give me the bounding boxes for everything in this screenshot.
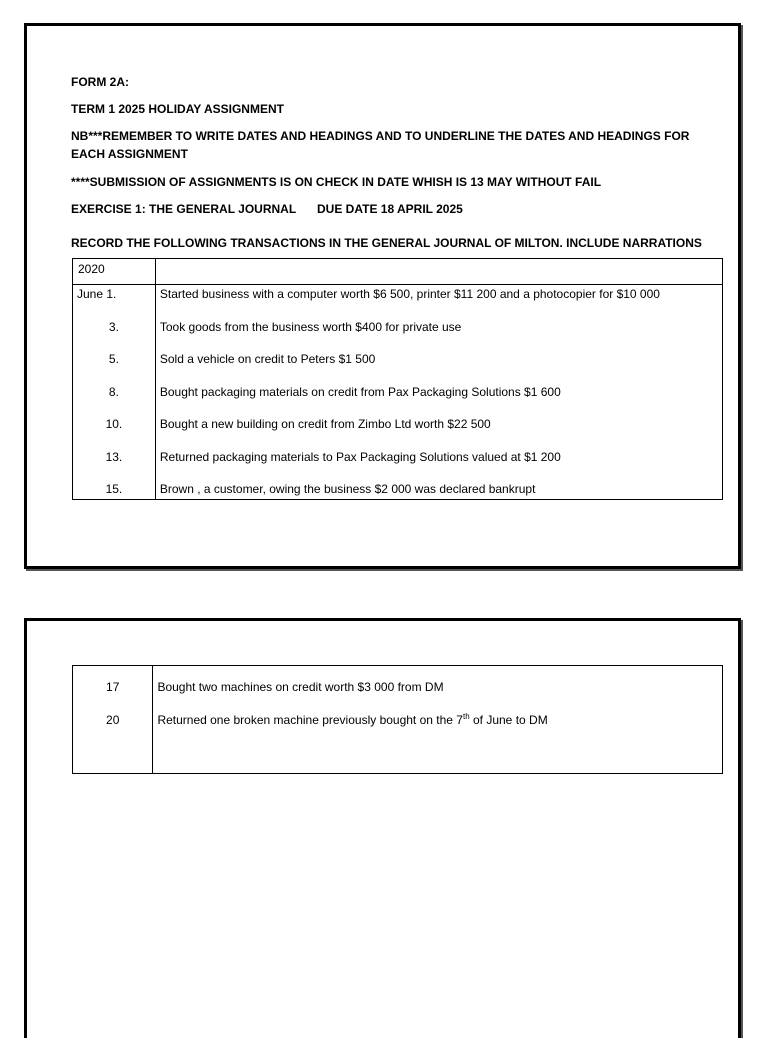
journal-table-continued — [72, 665, 723, 774]
assignment-title: TERM 1 2025 HOLIDAY ASSIGNMENT — [71, 102, 284, 116]
date-column — [73, 285, 156, 500]
ordinal-suffix: th — [462, 712, 470, 721]
transaction-description: Bought two machines on credit worth $3 000 from DM — [157, 680, 444, 694]
transaction-date: 5. — [108, 352, 119, 366]
transaction-description: Brown , a customer, owing the business $2 000 was declared bankrupt — [159, 482, 536, 496]
description-column — [155, 285, 722, 500]
transaction-description: Returned packaging materials to Pax Packaging Solutions valued at $1 200 — [159, 449, 561, 464]
transaction-description: Bought a new building on credit from Zimbo Ltd worth $22 500 — [159, 417, 491, 431]
due-date: DUE DATE 18 APRIL 2025 — [317, 202, 463, 216]
transaction-description — [153, 712, 722, 745]
table-body-row — [73, 285, 723, 500]
transaction-date: 8. — [108, 384, 119, 399]
transaction-description: Took goods from the business worth $400 for private use — [159, 319, 462, 334]
table-body-row — [73, 666, 723, 774]
form-label: FORM 2A: — [71, 75, 129, 89]
nb-instruction: NB***REMEMBER TO WRITE DATES AND HEADINGS AND TO UNDERLINE THE DATES AND HEADINGS FOR EACH ASSIGNMENT — [71, 129, 690, 161]
description-text: of June to DM — [469, 713, 548, 727]
task-instruction: RECORD THE FOLLOWING TRANSACTIONS IN THE GENERAL JOURNAL OF MILTON. INCLUDE NARRATIONS — [71, 236, 702, 250]
transaction-description: Started business with a computer worth $6 500, printer $11 200 and a photocopier for $10 000 — [159, 287, 660, 301]
description-text: Returned one broken machine previously bought on the 7 — [157, 713, 463, 727]
transaction-description: Sold a vehicle on credit to Peters $1 500 — [159, 352, 376, 366]
header-blank-cell — [155, 259, 722, 285]
year-cell: 2020 — [73, 259, 156, 285]
table-header-row — [73, 259, 723, 285]
submission-notice: ****SUBMISSION OF ASSIGNMENTS IS ON CHECK IN DATE WHISH IS 13 MAY WITHOUT FAIL — [71, 175, 602, 189]
document-page-2 — [24, 618, 741, 1038]
document-page-1 — [24, 23, 741, 569]
transaction-date: 20 — [106, 713, 120, 727]
transaction-date: 3. — [108, 319, 119, 334]
date-column — [73, 666, 153, 774]
transaction-date: 17 — [106, 680, 120, 694]
journal-table — [72, 258, 723, 500]
transaction-date: 10. — [105, 417, 123, 431]
transaction-date: June 1. — [77, 287, 117, 301]
exercise-heading — [71, 200, 463, 218]
transaction-date: 15. — [105, 482, 123, 496]
transaction-description: Bought packaging materials on credit from Pax Packaging Solutions $1 600 — [159, 384, 561, 399]
transaction-date: 13. — [105, 449, 123, 464]
exercise-title: EXERCISE 1: THE GENERAL JOURNAL — [71, 202, 297, 216]
description-column — [153, 666, 723, 774]
